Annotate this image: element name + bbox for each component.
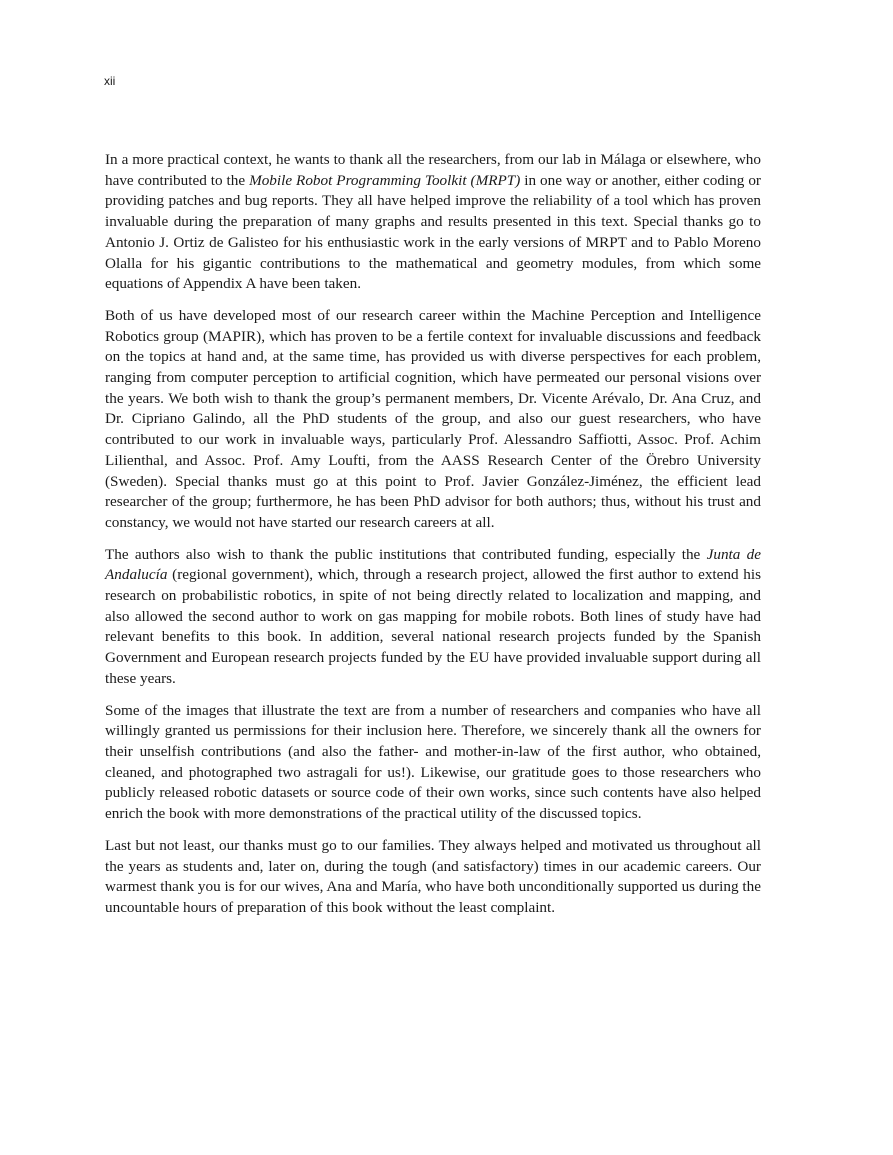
acknowledgements-body [105,150,761,930]
page-number: xii [104,74,116,88]
junta-de-andalucia: Junta de Andalucía [105,545,761,584]
paragraph-funding: The authors also wish to thank the public institutions that contributed funding, especially the Junta de Andalucía (regional government), which, through a research project, allowed the first author to extend his research on probabilistic robotics, in spite of not being directly related to localization and mapping, and also allowed the second author to work on gas mapping for mobile robots. Both lines of study have had relevant benefits to this book. In addition, several national research projects funded by the Spanish Government and European research projects funded by the EU have provided invaluable support during all these years. [105,545,761,687]
paragraph-image-permissions: Some of the images that illustrate the text are from a number of researchers and companies who have all willingly granted us permissions for their inclusion here. Therefore, we sincerely thank all the owners for their unselfish contributions (and also the father- and mother-in-law of the first author, who obtained, cleaned, and photographed two astragali for us!). Likewise, our gratitude goes to those researchers who publicly released robotic datasets or source code of their own works, since such contents have also helped enrich the book with more demonstrations of the practical utility of the discussed topics. [105,701,761,823]
paragraph-families: Last but not least, our thanks must go to our families. They always helped and motivated us throughout all the years as students and, later on, during the tough (and satisfactory) times in our academic careers. Our warmest thank you is for our wives, Ana and María, who have both unconditionally supported us during the uncountable hours of preparation of this book without the least complaint. [105,836,761,916]
paragraph-mrpt-contributors: In a more practical context, he wants to thank all the researchers, from our lab in Málaga or elsewhere, who have contributed to the Mobile Robot Programming Toolkit (MRPT) in one way or another, either coding or providing patches and bug reports. They all have helped improve the reliability of a tool which has proven invaluable during the preparation of many graphs and results presented in this text. Special thanks go to Antonio J. Ortiz de Galisteo for his enthusiastic work in the early versions of MRPT and to Pablo Moreno Olalla for his gigantic contributions to the mathematical and geometry modules, from which some equations of Appendix A have been taken. [105,151,761,293]
paragraph-mapir-group: Both of us have developed most of our research career within the Machine Perception and Intelligence Robotics group (MAPIR), which has proven to be a fertile context for invaluable discussions and feedback on the topics at hand and, at the same time, has provided us with diverse perspectives for each problem, ranging from computer perception to artificial cognition, which have permeated our personal visions over the years. We both wish to thank the group’s permanent members, Dr. Vicente Arévalo, Dr. Ana Cruz, and Dr. Cipriano Galindo, all the PhD students of the group, and also our guest researchers, who have contributed to our work in invaluable ways, particularly Prof. Alessandro Saffiotti, Assoc. Prof. Achim Lilienthal, and Assoc. Prof. Amy Loufti, from the AASS Research Center of the Örebro University (Sweden). Special thanks must go at this point to Prof. Javier González-Jiménez, the efficient lead researcher of the group; furthermore, he has been PhD advisor for both authors; thus, without his trust and constancy, we would not have started our research careers at all. [105,306,761,531]
mrpt-title: Mobile Robot Programming Toolkit (MRPT) [249,171,521,189]
